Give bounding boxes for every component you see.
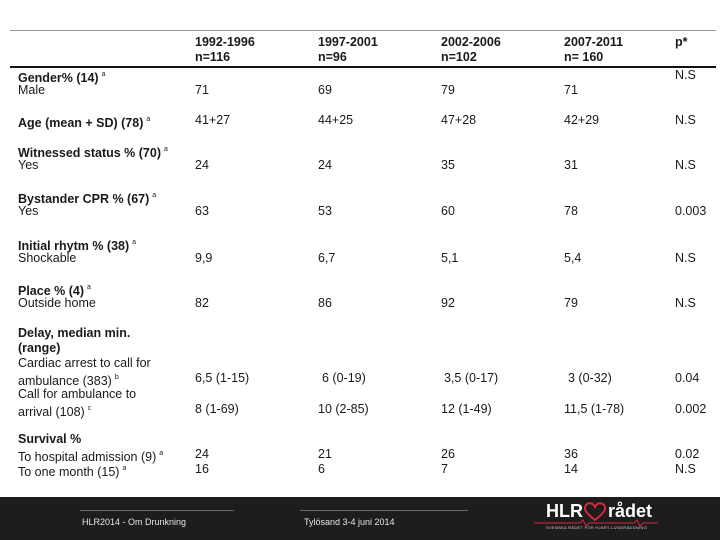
rhythm-value-3: 5,1 — [441, 251, 459, 265]
gender-value-4: 71 — [564, 83, 578, 97]
footer-middle-text: Tylösand 3-4 juni 2014 — [304, 517, 395, 527]
delay-range-label: (range) — [18, 341, 61, 355]
table-top-rule — [10, 30, 716, 31]
survival-month-p: N.S — [675, 462, 696, 476]
bystander-value-4: 78 — [564, 204, 578, 218]
header-n-3: n=102 — [441, 50, 477, 64]
survival-hospital-value-4: 36 — [564, 447, 578, 461]
survival-hospital-p: 0.02 — [675, 447, 700, 461]
bystander-value-3: 60 — [441, 204, 455, 218]
footer-middle-rule — [300, 510, 468, 511]
survival-hospital-label: To hospital admission (9) $^a$ — [18, 450, 164, 464]
bystander-yes-label: Yes — [18, 204, 39, 218]
age-p: N.S — [675, 113, 696, 127]
footer-left-text: HLR2014 - Om Drunkning — [82, 517, 187, 527]
header-n-1: n=116 — [195, 50, 231, 64]
delay-call-value-1: 8 (1-69) — [195, 402, 239, 416]
delay-call-p: 0.002 — [675, 402, 707, 416]
rhythm-value-2: 6,7 — [318, 251, 336, 265]
rhythm-value-1: 9,9 — [195, 251, 213, 265]
footer-left-rule — [80, 510, 234, 511]
header-period-4: 2007-2011 — [564, 35, 624, 49]
header-p: p* — [675, 35, 688, 49]
hlr-radet-logo — [534, 502, 658, 534]
delay-call-label-1: Call for ambulance to — [18, 387, 137, 401]
delay-call-value-2: 10 (2-85) — [318, 402, 369, 416]
delay-arrest-value-3: 3,5 (0-17) — [444, 371, 499, 385]
gender-male-label: Male — [18, 83, 46, 97]
survival-month-value-3: 7 — [441, 462, 448, 476]
gender-value-1: 71 — [195, 83, 209, 97]
rhythm-label: Initial rhytm % (38) $^a$ — [18, 239, 137, 253]
logo-subtitle: SVENSKA RÅDET FÖR HJÄRT-LUNGRÄDDNING — [546, 525, 648, 530]
header-rule — [10, 66, 716, 68]
bystander-value-1: 63 — [195, 204, 209, 218]
header-n-2: n=96 — [318, 50, 347, 64]
age-label: Age (mean + SD) (78) $^a$ — [18, 116, 151, 130]
witnessed-value-1: 24 — [195, 158, 209, 172]
gender-label: Gender% (14) $^a$ — [18, 71, 106, 85]
age-value-1: 41+27 — [195, 113, 231, 127]
survival-month-value-4: 14 — [564, 462, 578, 476]
survival-hospital-value-1: 24 — [195, 447, 209, 461]
age-value-2: 44+25 — [318, 113, 354, 127]
header-period-2: 1997-2001 — [318, 35, 378, 49]
bystander-p: 0.003 — [675, 204, 707, 218]
witnessed-value-4: 31 — [564, 158, 578, 172]
place-outside-label: Outside home — [18, 296, 96, 310]
survival-month-value-1: 16 — [195, 462, 209, 476]
place-value-1: 82 — [195, 296, 209, 310]
place-label: Place % (4) $^a$ — [18, 284, 91, 298]
header-period-1: 1992-1996 — [195, 35, 255, 49]
logo-hlr-text: HLR — [546, 501, 583, 521]
place-p: N.S — [675, 296, 696, 310]
survival-hospital-value-3: 26 — [441, 447, 455, 461]
delay-arrest-p: 0.04 — [675, 371, 700, 385]
delay-label: Delay, median min. — [18, 326, 131, 340]
bystander-label: Bystander CPR % (67) $^a$ — [18, 192, 157, 206]
witnessed-value-2: 24 — [318, 158, 332, 172]
rhythm-p: N.S — [675, 251, 696, 265]
age-value-4: 42+29 — [564, 113, 600, 127]
delay-call-value-4: 11,5 (1-78) — [564, 402, 625, 416]
gender-value-2: 69 — [318, 83, 332, 97]
logo-radet-text: rådet — [608, 501, 653, 521]
witnessed-value-3: 35 — [441, 158, 455, 172]
delay-arrest-value-1: 6,5 (1-15) — [195, 371, 250, 385]
witnessed-p: N.S — [675, 158, 696, 172]
place-value-4: 79 — [564, 296, 578, 310]
delay-arrest-label-2: ambulance (383) $^b$ — [18, 374, 119, 388]
delay-call-label-2: arrival (108) $^c$ — [18, 405, 92, 419]
rhythm-shockable-label: Shockable — [18, 251, 77, 265]
delay-arrest-value-2: 6 (0-19) — [322, 371, 366, 385]
gender-p: N.S — [675, 68, 696, 82]
place-value-2: 86 — [318, 296, 332, 310]
bystander-value-2: 53 — [318, 204, 332, 218]
gender-value-3: 79 — [441, 83, 455, 97]
age-value-3: 47+28 — [441, 113, 477, 127]
witnessed-label: Witnessed status % (70) $^a$ — [18, 146, 168, 160]
witnessed-yes-label: Yes — [18, 158, 39, 172]
survival-label: Survival % — [18, 432, 82, 446]
survival-month-value-2: 6 — [318, 462, 325, 476]
rhythm-value-4: 5,4 — [564, 251, 582, 265]
slide-footer — [0, 497, 720, 540]
delay-call-value-3: 12 (1-49) — [441, 402, 492, 416]
survival-hospital-value-2: 21 — [318, 447, 332, 461]
delay-arrest-value-4: 3 (0-32) — [568, 371, 612, 385]
survival-month-label: To one month (15) $^a$ — [18, 465, 127, 479]
place-value-3: 92 — [441, 296, 455, 310]
delay-arrest-label-1: Cardiac arrest to call for — [18, 356, 151, 370]
header-n-4: n= 160 — [564, 50, 604, 64]
header-period-3: 2002-2006 — [441, 35, 501, 49]
